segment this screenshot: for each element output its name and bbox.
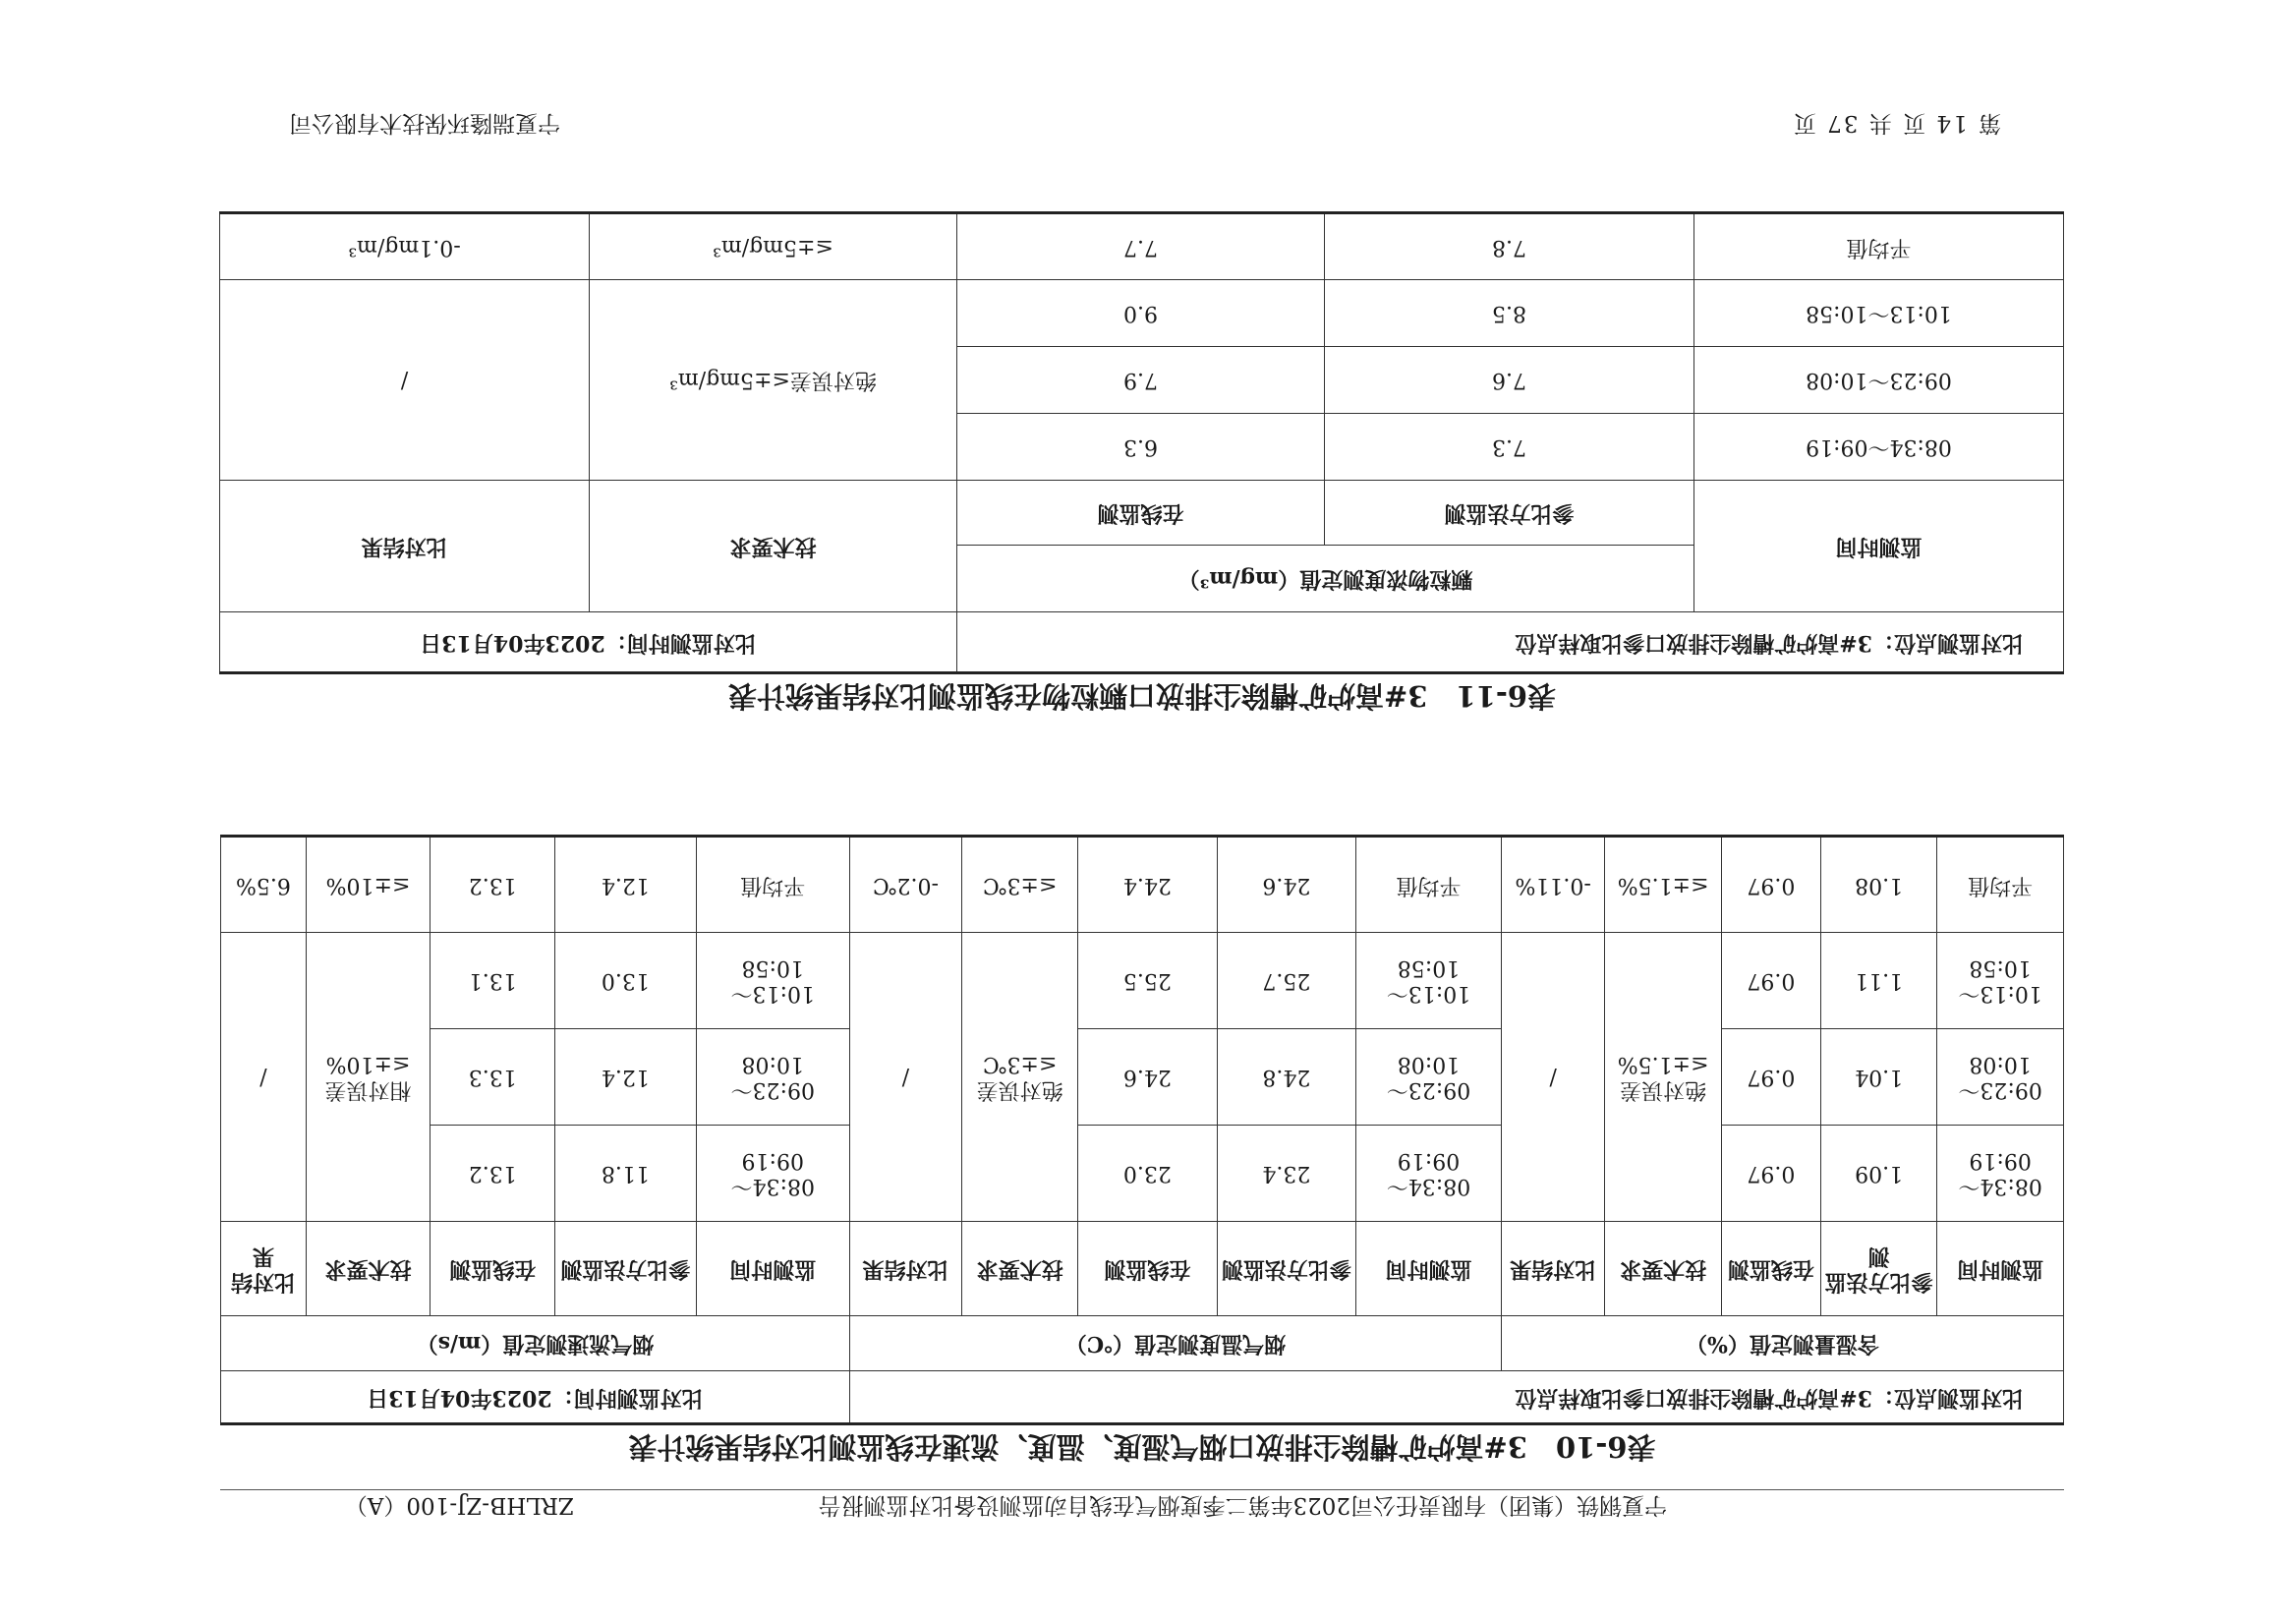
table-row bbox=[219, 414, 2063, 481]
humidity-requirement: 绝对误差≤±1.5% bbox=[1605, 933, 1721, 1222]
col-header-result: 比对结果 bbox=[849, 1222, 961, 1316]
group-velocity: 烟气流速测定值（m/s） bbox=[221, 1316, 850, 1371]
col-header-result: 比对结果 bbox=[1501, 1222, 1605, 1316]
particulate-online: 6.3 bbox=[956, 414, 1324, 481]
time-cell: 09:23～10:08 bbox=[1694, 347, 2064, 414]
particulate-result: / bbox=[219, 280, 589, 481]
velocity-online: 13.1 bbox=[430, 933, 555, 1029]
document-code: ZRLHB-ZJ-100（A） bbox=[344, 1492, 574, 1518]
table-6-10-caption: 表6-10 3#高炉矿槽除尘排放口烟气湿度、温度、流速在线监测比对结果统计表 bbox=[628, 1430, 1656, 1464]
col-header-online: 在线监测 bbox=[430, 1222, 555, 1316]
particulate-requirement: 绝对误差≤±5mg/m³ bbox=[589, 280, 956, 481]
particulate-online: 9.0 bbox=[956, 280, 1324, 347]
col-header-time: 监测时间 bbox=[1356, 1222, 1502, 1316]
time-cell: 08:34～ 09:19 bbox=[1937, 1126, 2064, 1222]
humidity-online: 0.97 bbox=[1721, 1029, 1820, 1126]
table-6-11 bbox=[219, 211, 2064, 674]
time-cell: 10:13～10:58 bbox=[1694, 280, 2064, 347]
time-cell: 08:34～ 09:19 bbox=[696, 1126, 849, 1222]
temperature-requirement: 绝对误差≤±3℃ bbox=[961, 933, 1077, 1222]
particulate-reference: 7.6 bbox=[1325, 347, 1694, 414]
time-cell: 09:23～ 10:08 bbox=[1937, 1029, 2064, 1126]
humidity-avg-result: -0.11% bbox=[1501, 837, 1605, 933]
velocity-requirement: 相对误差≤±10% bbox=[306, 933, 430, 1222]
col-header-time: 监测时间 bbox=[696, 1222, 849, 1316]
particulate-reference: 7.3 bbox=[1325, 414, 1694, 481]
velocity-online: 13.2 bbox=[430, 1126, 555, 1222]
col-header-result: 比对结果 bbox=[221, 1222, 307, 1316]
particulate-online: 7.9 bbox=[956, 347, 1324, 414]
velocity-avg-requirement: ≤±10% bbox=[306, 837, 430, 933]
velocity-reference: 11.8 bbox=[555, 1126, 697, 1222]
temperature-avg-online: 24.4 bbox=[1078, 837, 1217, 933]
time-cell: 10:13～ 10:58 bbox=[696, 933, 849, 1029]
group-particulate: 颗粒物浓度测定值（mg/m³） bbox=[956, 546, 1693, 612]
average-label: 平均值 bbox=[1356, 837, 1502, 933]
temperature-reference: 24.8 bbox=[1217, 1029, 1355, 1126]
col-header-requirement: 技术要求 bbox=[589, 481, 956, 612]
table-6-10 bbox=[220, 835, 2064, 1425]
temperature-avg-result: -0.2℃ bbox=[849, 837, 961, 933]
time-cell: 10:13～ 10:58 bbox=[1937, 933, 2064, 1029]
temperature-online: 24.6 bbox=[1078, 1029, 1217, 1126]
particulate-avg-reference: 7.8 bbox=[1325, 213, 1694, 280]
col-header-time: 监测时间 bbox=[1694, 481, 2064, 612]
time-cell: 08:34～ 09:19 bbox=[1356, 1126, 1502, 1222]
group-temperature: 烟气温度测定值（℃） bbox=[849, 1316, 1501, 1371]
humidity-online: 0.97 bbox=[1721, 933, 1820, 1029]
particulate-avg-online: 7.7 bbox=[956, 213, 1324, 280]
col-header-requirement: 技术要求 bbox=[961, 1222, 1077, 1316]
average-label: 平均值 bbox=[696, 837, 849, 933]
col-header-requirement: 技术要求 bbox=[306, 1222, 430, 1316]
temperature-reference: 23.4 bbox=[1217, 1126, 1355, 1222]
temperature-online: 23.0 bbox=[1078, 1126, 1217, 1222]
temperature-reference: 25.7 bbox=[1217, 933, 1355, 1029]
table-6-11-date: 比对监测时间：2023年04月13日 bbox=[219, 612, 956, 673]
col-header-reference: 参比方法监测 bbox=[1217, 1222, 1355, 1316]
col-header-online: 在线监测 bbox=[956, 481, 1324, 546]
humidity-reference: 1.11 bbox=[1821, 933, 1937, 1029]
average-row bbox=[221, 837, 2064, 933]
average-label: 平均值 bbox=[1937, 837, 2064, 933]
header-rule bbox=[220, 1489, 2064, 1490]
humidity-result: / bbox=[1501, 933, 1605, 1222]
time-cell: 09:23～ 10:08 bbox=[1356, 1029, 1502, 1126]
col-header-result: 比对结果 bbox=[219, 481, 589, 612]
particulate-reference: 8.5 bbox=[1325, 280, 1694, 347]
velocity-avg-online: 13.2 bbox=[430, 837, 555, 933]
col-header-online: 在线监测 bbox=[1721, 1222, 1820, 1316]
time-cell: 09:23～ 10:08 bbox=[696, 1029, 849, 1126]
particulate-avg-result: -0.1mg/m³ bbox=[219, 213, 589, 280]
col-header-reference: 参比方法监测 bbox=[1821, 1222, 1937, 1316]
time-cell: 08:34～09:19 bbox=[1694, 414, 2064, 481]
table-row bbox=[221, 1029, 2064, 1126]
velocity-reference: 13.0 bbox=[555, 933, 697, 1029]
velocity-online: 13.3 bbox=[430, 1029, 555, 1126]
average-label: 平均值 bbox=[1694, 213, 2064, 280]
col-header-time: 监测时间 bbox=[1937, 1222, 2064, 1316]
table-6-10-point: 比对监测点位：3#高炉矿槽除尘排放口参比取样点位 bbox=[849, 1371, 2063, 1424]
average-row bbox=[219, 213, 2063, 280]
footer-page-number: 第 14 页 共 37 页 bbox=[1791, 110, 2001, 136]
humidity-avg-reference: 1.08 bbox=[1821, 837, 1937, 933]
particulate-avg-requirement: ≤±5mg/m³ bbox=[589, 213, 956, 280]
humidity-avg-requirement: ≤±1.5% bbox=[1605, 837, 1721, 933]
col-header-reference: 参比方法监测 bbox=[555, 1222, 697, 1316]
table-6-10-date: 比对监测时间：2023年04月13日 bbox=[221, 1371, 850, 1424]
table-6-11-caption: 表6-11 3#高炉矿槽除尘排放口颗粒物在线监测比对结果统计表 bbox=[727, 679, 1557, 713]
footer-company: 宁夏瑞隆环保技术有限公司 bbox=[289, 110, 560, 136]
temperature-avg-reference: 24.6 bbox=[1217, 837, 1355, 933]
temperature-avg-requirement: ≤±3℃ bbox=[961, 837, 1077, 933]
velocity-avg-result: 6.5% bbox=[221, 837, 307, 933]
humidity-online: 0.97 bbox=[1721, 1126, 1820, 1222]
table-6-11-point: 比对监测点位：3#高炉矿槽除尘排放口参比取样点位 bbox=[956, 612, 2063, 673]
humidity-reference: 1.04 bbox=[1821, 1029, 1937, 1126]
velocity-avg-reference: 12.4 bbox=[555, 837, 697, 933]
table-row bbox=[221, 933, 2064, 1029]
humidity-reference: 1.09 bbox=[1821, 1126, 1937, 1222]
temperature-result: / bbox=[849, 933, 961, 1222]
velocity-result: / bbox=[221, 933, 307, 1222]
col-header-online: 在线监测 bbox=[1078, 1222, 1217, 1316]
time-cell: 10:13～ 10:58 bbox=[1356, 933, 1502, 1029]
humidity-avg-online: 0.97 bbox=[1721, 837, 1820, 933]
temperature-online: 25.5 bbox=[1078, 933, 1217, 1029]
report-title: 宁夏钢铁（集团）有限责任公司2023年第二季度烟气在线自动监测设备比对监测报告 bbox=[818, 1492, 1667, 1518]
table-row bbox=[221, 1126, 2064, 1222]
col-header-requirement: 技术要求 bbox=[1605, 1222, 1721, 1316]
group-humidity: 含湿量测定值（%） bbox=[1501, 1316, 2063, 1371]
velocity-reference: 12.4 bbox=[555, 1029, 697, 1126]
col-header-reference: 参比方法监测 bbox=[1325, 481, 1694, 546]
